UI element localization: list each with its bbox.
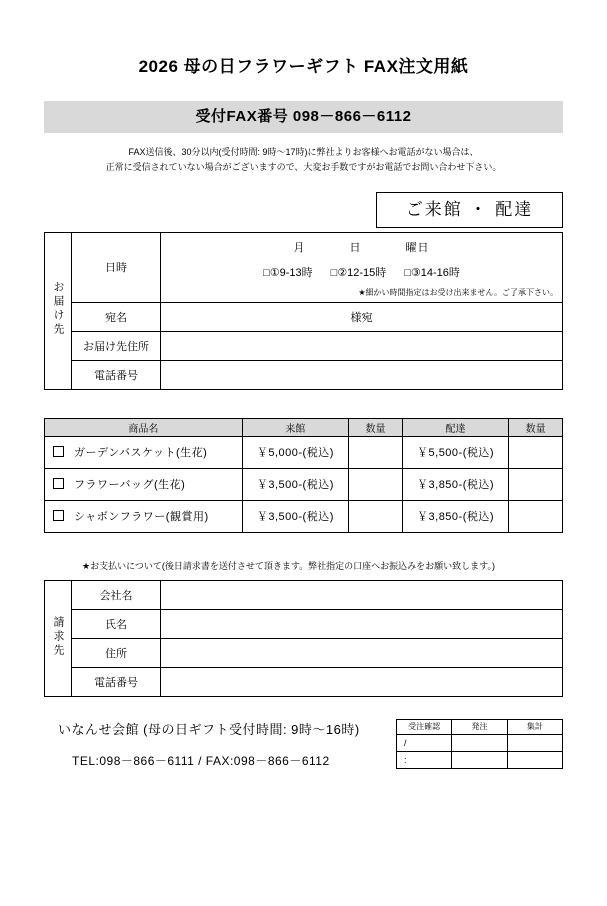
delivery-side-label-text: お届け先 [52,281,64,338]
company-name-line: いなんせ会館 (母の日ギフト受付時間: 9時～16時) [58,721,360,737]
visit-qty-cell[interactable] [349,500,403,532]
time-option-2[interactable]: □②12-15時 [330,266,387,279]
delivery-address-field[interactable] [161,331,563,360]
delivery-destination-table [44,232,563,390]
table-header-row [397,719,563,734]
delivery-price-cell: ￥3,850-(税込) [402,500,508,532]
table-row [45,667,563,696]
product-name-cell[interactable] [45,500,243,532]
table-row [45,638,563,667]
table-row [397,751,563,768]
header-order-place: 発注 [452,719,507,734]
visit-qty-cell[interactable] [349,468,403,500]
notice-line-2: 正常に受信されていない場合がございますので、大変お手数ですがお電話でお問い合わせ下さい。 [105,162,502,173]
time-option-3[interactable]: □③14-16時 [404,266,460,279]
notice-text [44,145,563,176]
time-option-1[interactable]: □①9-13時 [263,266,313,279]
table-row [45,360,563,389]
product-name-label: シャボンフラワー(観賞用) [74,511,209,524]
product-table [44,418,563,533]
footer [44,719,563,769]
row-label-phone: 電話番号 [72,360,161,389]
notice-line-1: FAX送信後、30分以内(受付時間: 9時～17時)に弊社よりお客様へお電話がない場合は、 [128,147,479,157]
header-order-confirm: 受注確認 [397,719,452,734]
recipient-name-field[interactable]: 様宛 [161,302,563,331]
billing-table [44,580,563,697]
delivery-phone-field[interactable] [161,360,563,389]
row-label-company: 会社名 [72,580,161,609]
visit-price-cell: ￥3,500-(税込) [242,500,348,532]
row-label-billing-phone: 電話番号 [72,667,161,696]
product-table-wrapper [44,418,563,533]
visit-or-delivery-box: ご来館 ・ 配達 [376,192,563,228]
visit-price-cell: ￥5,000-(税込) [242,436,348,468]
delivery-side-label [45,232,72,389]
checkbox-icon[interactable] [53,446,64,457]
datetime-options [161,264,562,280]
visit-or-delivery-row [44,192,563,228]
billing-side-label-text: 請求先 [52,615,64,658]
table-row [45,436,563,468]
receipt-cell-order-1[interactable] [452,734,507,751]
page-title: 2026 母の日フラワーギフト FAX注文用紙 [138,57,469,76]
fax-number-band: 受付FAX番号 098－866－6112 [44,101,563,133]
company-contact-line: TEL:098－866－6111 / FAX:098－866－6112 [72,753,330,768]
table-row [45,500,563,532]
table-row [397,734,563,751]
visit-qty-cell[interactable] [349,436,403,468]
internal-receipt-table [396,719,563,769]
delivery-qty-cell[interactable] [509,436,563,468]
datetime-cell [161,232,563,302]
unit-weekday[interactable]: 曜日 [405,241,430,254]
row-label-address: お届け先住所 [72,331,161,360]
unit-day[interactable]: 日 [349,241,362,254]
product-name-label: フラワーバッグ(生花) [74,479,186,492]
billing-company-field[interactable] [161,580,563,609]
billing-name-field[interactable] [161,609,563,638]
checkbox-icon[interactable] [53,478,64,489]
table-row [45,331,563,360]
billing-address-field[interactable] [161,638,563,667]
product-name-cell[interactable] [45,436,243,468]
header-total: 集計 [507,719,562,734]
datetime-note: ★細かい時間指定はお受け出来ません。ご了承下さい。 [358,287,558,297]
product-name-cell[interactable] [45,468,243,500]
receipt-cell-total-1[interactable] [507,734,562,751]
checkbox-icon[interactable] [53,510,64,521]
row-label-fullname: 氏名 [72,609,161,638]
product-name-label: ガーデンバスケット(生花) [74,447,208,460]
row-label-recipient: 宛名 [72,302,161,331]
delivery-qty-cell[interactable] [509,468,563,500]
visit-price-cell: ￥3,500-(税込) [242,468,348,500]
receipt-cell-confirm-1[interactable]: / [397,734,452,751]
delivery-price-cell: ￥3,850-(税込) [402,468,508,500]
unit-month[interactable]: 月 [293,241,306,254]
billing-side-label [45,580,72,696]
header-product-name: 商品名 [45,418,243,436]
header-delivery-qty: 数量 [509,418,563,436]
table-row [45,232,563,302]
fax-order-form-page [0,52,607,906]
table-row [45,302,563,331]
receipt-cell-confirm-2[interactable]: : [397,751,452,768]
receipt-cell-total-2[interactable] [507,751,562,768]
row-label-datetime: 日時 [72,232,161,302]
receipt-cell-order-2[interactable] [452,751,507,768]
header-delivery-price: 配達 [402,418,508,436]
payment-note: ★お支払いについて(後日請求書を送付させて頂きます。弊社指定の口座へお振込みをお願い致します。) [82,560,495,571]
footer-company-info [44,719,360,769]
table-row [45,580,563,609]
header-visit-price: 来館 [242,418,348,436]
table-header-row [45,418,563,436]
billing-phone-field[interactable] [161,667,563,696]
table-row [45,609,563,638]
datetime-units [161,239,562,255]
delivery-qty-cell[interactable] [509,500,563,532]
delivery-price-cell: ￥5,500-(税込) [402,436,508,468]
table-row [45,468,563,500]
header-visit-qty: 数量 [349,418,403,436]
row-label-billing-address: 住所 [72,638,161,667]
